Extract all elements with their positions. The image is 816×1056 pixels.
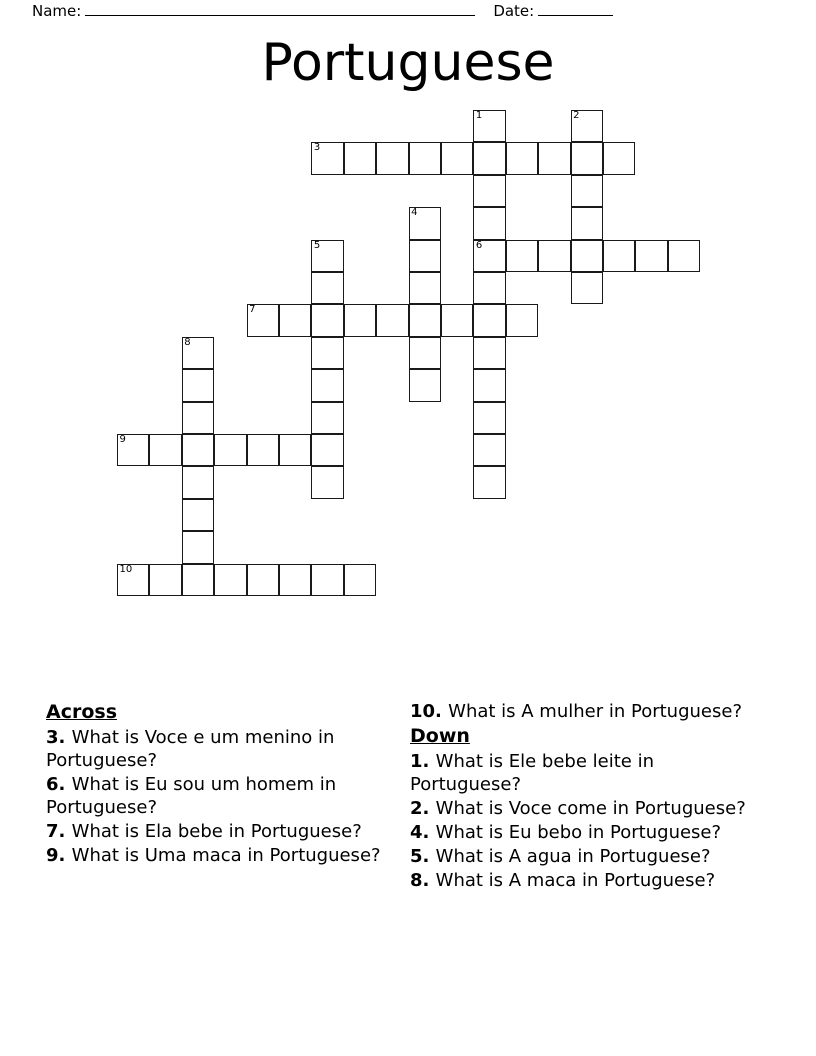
crossword-cell-numbered[interactable] [117, 434, 149, 466]
crossword-cell[interactable] [182, 402, 214, 434]
page-header [0, 0, 816, 28]
crossword-cell[interactable] [311, 402, 343, 434]
clue-text: What is A agua in Portuguese? [435, 846, 711, 867]
crossword-cell-numbered[interactable] [247, 304, 279, 336]
clue-item[interactable] [410, 797, 770, 820]
clue-number: 8. [410, 870, 436, 891]
cell-number: 6 [475, 239, 483, 251]
crossword-cell[interactable] [279, 564, 311, 596]
clue-item[interactable] [410, 845, 770, 868]
clue-text: What is Eu bebo in Portuguese? [435, 822, 722, 843]
crossword-cell-numbered[interactable] [311, 142, 343, 174]
crossword-cell[interactable] [311, 337, 343, 369]
cell-number: 3 [313, 142, 321, 154]
crossword-cell[interactable] [571, 142, 603, 174]
clues-left-column [46, 700, 406, 868]
crossword-cell[interactable] [538, 240, 570, 272]
clue-item[interactable] [46, 773, 406, 819]
crossword-cell[interactable] [149, 434, 181, 466]
crossword-cell[interactable] [571, 175, 603, 207]
crossword-cell-numbered[interactable] [117, 564, 149, 596]
clue-item[interactable] [410, 869, 770, 892]
crossword-cell[interactable] [571, 240, 603, 272]
cell-number: 9 [119, 434, 126, 445]
crossword-cell[interactable] [182, 434, 214, 466]
name-label: Name: [32, 2, 82, 20]
crossword-cell[interactable] [409, 304, 441, 336]
clue-number: 3. [46, 727, 72, 748]
crossword-cell[interactable] [473, 434, 505, 466]
crossword-cell[interactable] [473, 304, 505, 336]
crossword-cell[interactable] [182, 369, 214, 401]
crossword-cell[interactable] [344, 142, 376, 174]
crossword-cell[interactable] [441, 304, 473, 336]
clue-number: 9. [46, 845, 72, 866]
date-input-line[interactable] [538, 2, 613, 16]
crossword-cell[interactable] [409, 272, 441, 304]
crossword-cell[interactable] [311, 369, 343, 401]
crossword-cell[interactable] [409, 337, 441, 369]
clue-number: 6. [46, 774, 72, 795]
crossword-cell[interactable] [311, 304, 343, 336]
crossword-cell[interactable] [473, 272, 505, 304]
cell-number: 10 [119, 563, 133, 575]
crossword-cell[interactable] [571, 272, 603, 304]
clue-number: 7. [46, 821, 72, 842]
clue-item[interactable] [46, 820, 406, 843]
crossword-cell[interactable] [473, 142, 505, 174]
crossword-cell[interactable] [473, 466, 505, 498]
clue-item[interactable] [46, 726, 406, 772]
crossword-cell[interactable] [311, 272, 343, 304]
clue-text: What is A maca in Portuguese? [435, 870, 716, 891]
crossword-cell[interactable] [473, 402, 505, 434]
crossword-cell[interactable] [247, 564, 279, 596]
crossword-cell[interactable] [635, 240, 667, 272]
clue-text: What is Uma maca in Portuguese? [71, 845, 381, 866]
clues-section [0, 700, 816, 960]
clue-number: 2. [410, 798, 436, 819]
crossword-cell[interactable] [149, 564, 181, 596]
clue-item[interactable] [410, 750, 770, 796]
crossword-cell-numbered[interactable] [311, 240, 343, 272]
crossword-cell[interactable] [473, 337, 505, 369]
crossword-cell[interactable] [473, 369, 505, 401]
crossword-cell[interactable] [668, 240, 700, 272]
clue-number: 1. [410, 751, 436, 772]
crossword-cell[interactable] [182, 499, 214, 531]
crossword-cell-numbered[interactable] [473, 240, 505, 272]
crossword-cell[interactable] [441, 142, 473, 174]
crossword-cell-numbered[interactable] [473, 110, 505, 142]
crossword-cell[interactable] [311, 564, 343, 596]
clue-number: 10. [410, 701, 449, 722]
clue-item[interactable] [46, 844, 406, 867]
cell-number: 2 [573, 110, 580, 121]
crossword-cell[interactable] [506, 142, 538, 174]
crossword-cell[interactable] [409, 240, 441, 272]
crossword-cell[interactable] [376, 304, 408, 336]
across-heading: Across [46, 701, 118, 723]
page-title: Portuguese [261, 33, 555, 93]
cell-number: 8 [184, 336, 191, 348]
clue-number: 4. [410, 822, 436, 843]
crossword-cell[interactable] [182, 531, 214, 563]
crossword-cell[interactable] [538, 142, 570, 174]
crossword-cell[interactable] [214, 564, 246, 596]
crossword-cell[interactable] [571, 207, 603, 239]
crossword-cell[interactable] [247, 434, 279, 466]
crossword-cell[interactable] [311, 434, 343, 466]
crossword-cell[interactable] [182, 466, 214, 498]
crossword-cell[interactable] [506, 240, 538, 272]
clue-item[interactable] [410, 821, 770, 844]
crossword-grid [117, 110, 717, 610]
crossword-cell[interactable] [409, 369, 441, 401]
name-input-line[interactable] [85, 2, 475, 16]
crossword-cell[interactable] [214, 434, 246, 466]
crossword-cell[interactable] [279, 304, 311, 336]
crossword-cell-numbered[interactable] [409, 207, 441, 239]
crossword-cell-numbered[interactable] [182, 337, 214, 369]
crossword-cell[interactable] [603, 240, 635, 272]
crossword-cell[interactable] [473, 207, 505, 239]
crossword-cell[interactable] [279, 434, 311, 466]
crossword-cell-numbered[interactable] [571, 110, 603, 142]
clue-text: What is Ele bebe leite in Portuguese? [410, 751, 654, 795]
cell-number: 5 [313, 239, 321, 251]
clue-text: What is Voce come in Portuguese? [435, 798, 746, 819]
crossword-cell[interactable] [506, 304, 538, 336]
clue-number: 5. [410, 846, 436, 867]
cell-number: 1 [475, 110, 483, 121]
down-heading: Down [410, 725, 470, 747]
crossword-cell[interactable] [344, 564, 376, 596]
clue-text: What is Eu sou um homem in Portuguese? [46, 774, 337, 818]
crossword-cell[interactable] [603, 142, 635, 174]
clue-text: What is A mulher in Portuguese? [448, 701, 742, 722]
crossword-cell[interactable] [376, 142, 408, 174]
crossword-cell[interactable] [182, 564, 214, 596]
crossword-cell[interactable] [344, 304, 376, 336]
cell-number: 7 [249, 304, 256, 316]
clue-item[interactable] [410, 700, 770, 723]
date-label: Date: [493, 2, 535, 20]
clue-text: What is Ela bebe in Portuguese? [71, 821, 362, 842]
crossword-cell[interactable] [311, 466, 343, 498]
clue-text: What is Voce e um menino in Portuguese? [46, 727, 335, 771]
crossword-cell[interactable] [473, 175, 505, 207]
crossword-cell[interactable] [409, 142, 441, 174]
cell-number: 4 [411, 207, 418, 219]
clues-right-column [410, 700, 770, 893]
